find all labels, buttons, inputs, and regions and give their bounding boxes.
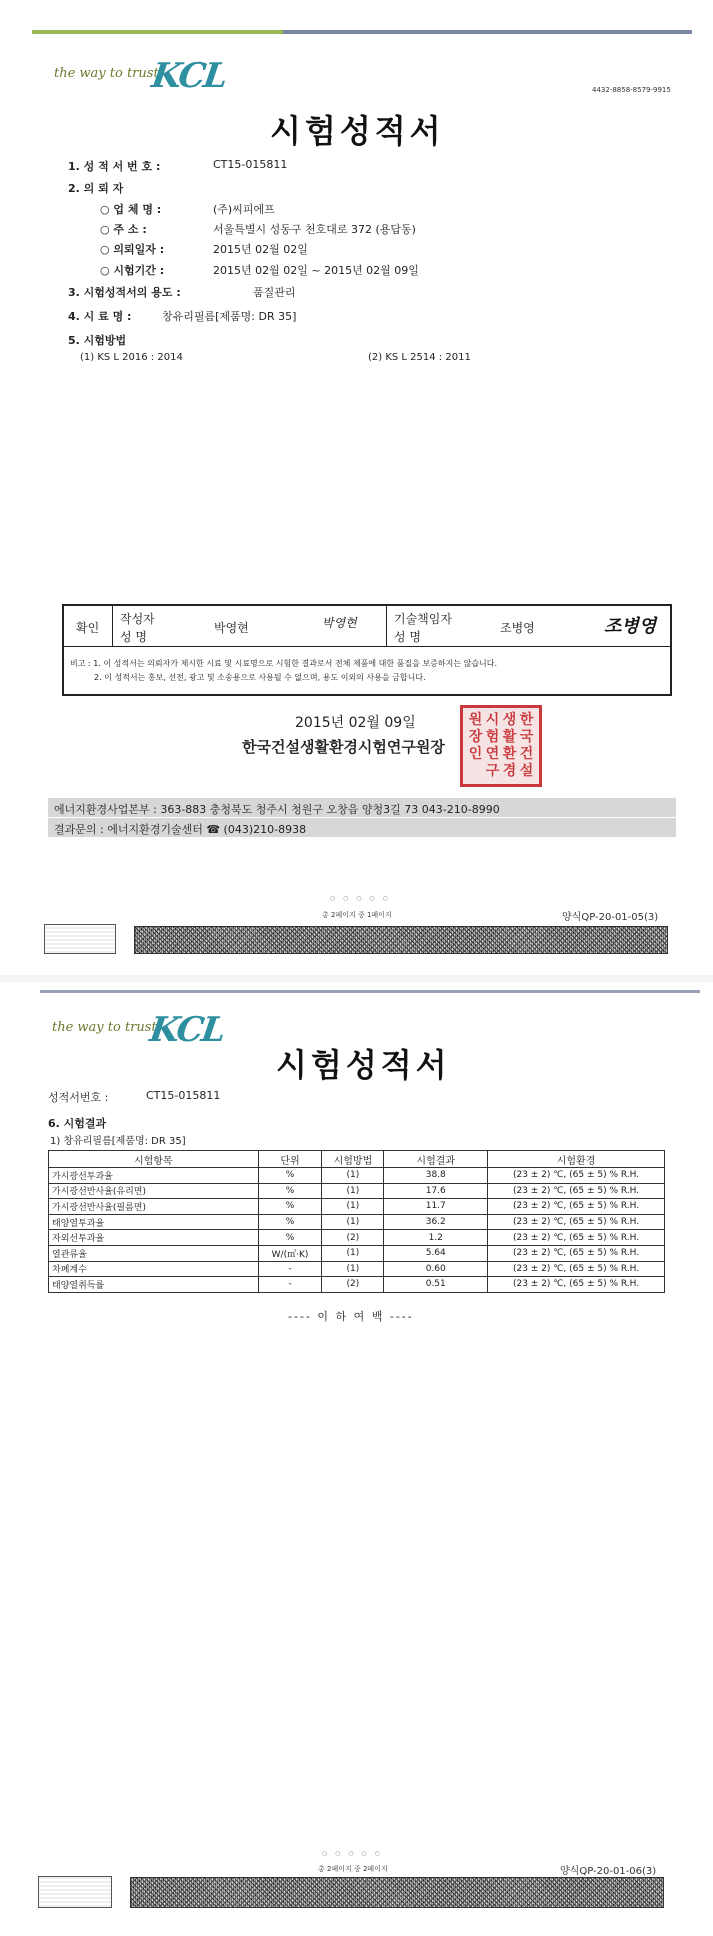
cell-method: (1) (322, 1168, 384, 1184)
seal-char: 건 (519, 746, 534, 762)
cell-result: 36.2 (384, 1214, 488, 1230)
cell-method: (1) (322, 1183, 384, 1199)
header-environment: 시험환경 (488, 1151, 665, 1168)
cell-unit: - (258, 1277, 322, 1293)
writer-role: 작성자 (120, 612, 155, 626)
cell-unit: % (258, 1183, 322, 1199)
kcl-logo: KCL (147, 1010, 227, 1050)
seal-characters (467, 712, 535, 780)
results-subsection: 1) 창유리필름[제품명: DR 35] (50, 1136, 186, 1147)
tech-signature: 조병영 (604, 616, 657, 637)
seal-char: 한 (519, 712, 534, 728)
cell-result: 17.6 (384, 1183, 488, 1199)
test-method-label: 5. 시험방법 (68, 334, 127, 347)
cell-method: (1) (322, 1261, 384, 1277)
page-title: 시험성적서 (270, 112, 445, 150)
results-table (48, 1150, 665, 1293)
cell-unit: % (258, 1199, 322, 1215)
results-section-title: 6. 시험결과 (48, 1117, 107, 1130)
cell-item: 열관류율 (49, 1245, 259, 1261)
cell-env: (23 ± 2) ℃, (65 ± 5) % R.H. (488, 1230, 665, 1246)
writer-signature: 박영현 (322, 616, 357, 630)
cell-unit: % (258, 1230, 322, 1246)
seal-char: 설 (519, 763, 534, 779)
kcl-tagline: the way to trust (52, 1020, 157, 1035)
seal-char: 인 (468, 746, 483, 762)
kcl-tagline: the way to trust (54, 66, 159, 81)
client-label: 2. 의 뢰 자 (68, 182, 124, 195)
table-row (49, 1183, 665, 1199)
test-method-2: (2) KS L 2514 : 2011 (368, 352, 471, 363)
seal-char: 국 (519, 729, 534, 745)
seal-char: 활 (502, 729, 517, 745)
address-label: ○ 주 소 : (100, 223, 147, 236)
cell-unit: % (258, 1168, 322, 1184)
cell-unit: W/(㎡·K) (258, 1245, 322, 1261)
request-date-value: 2015년 02월 02일 (213, 243, 308, 256)
table-header-row (49, 1151, 665, 1168)
cell-item: 가시광선투과율 (49, 1168, 259, 1184)
header-color-bar (32, 30, 692, 34)
tech-role: 기술책임자 (394, 612, 452, 626)
table-row (49, 1214, 665, 1230)
form-code: 양식QP-20-01-05(3) (562, 912, 659, 923)
cell-env: (23 ± 2) ℃, (65 ± 5) % R.H. (488, 1183, 665, 1199)
cell-result: 0.60 (384, 1261, 488, 1277)
cell-item: 가시광선반사율(필름면) (49, 1199, 259, 1215)
office-address-line: 에너지환경사업본부 : 363-883 충청북도 청주시 청원구 오창읍 양청3길 73 043-210-8990 (48, 798, 676, 817)
cell-env: (23 ± 2) ℃, (65 ± 5) % R.H. (488, 1245, 665, 1261)
form-code: 양식QP-20-01-06(3) (560, 1866, 657, 1877)
cell-result: 1.2 (384, 1230, 488, 1246)
institute-name: 한국건설생활환경시험연구원장 (242, 738, 445, 756)
cell-env: (23 ± 2) ℃, (65 ± 5) % R.H. (488, 1214, 665, 1230)
confirmation-row (64, 606, 670, 647)
seal-char: 원 (468, 712, 483, 728)
page-title: 시험성적서 (276, 1046, 451, 1084)
seal-char: 경 (502, 763, 517, 779)
end-of-results-mark: ---- 이 하 여 백 ---- (288, 1310, 414, 1323)
header-line (40, 990, 700, 993)
scan-dots: ○ ○ ○ ○ ○ (330, 895, 391, 902)
cell-result: 38.8 (384, 1168, 488, 1184)
writer-name: 박영현 (214, 621, 249, 635)
seal-char: 생 (502, 712, 517, 728)
barcode-label-box (44, 924, 116, 954)
header-method: 시험방법 (322, 1151, 384, 1168)
confirm-label: 확인 (76, 621, 100, 635)
purpose-label: 3. 시험성적서의 용도 : (68, 286, 181, 299)
seal-char: 구 (485, 763, 500, 779)
scan-dots: ○ ○ ○ ○ ○ (322, 1850, 383, 1857)
cell-method: (1) (322, 1214, 384, 1230)
cell-result: 0.51 (384, 1277, 488, 1293)
cell-method: (2) (322, 1230, 384, 1246)
cell-item: 차폐계수 (49, 1261, 259, 1277)
seal-char: 환 (502, 746, 517, 762)
writer-name-label: 성 명 (120, 630, 147, 644)
report-page-2 (0, 982, 713, 1936)
header-result: 시험결과 (384, 1151, 488, 1168)
company-value: (주)씨피에프 (213, 203, 275, 216)
security-barcode (134, 926, 668, 954)
cell-unit: % (258, 1214, 322, 1230)
table-row (49, 1245, 665, 1261)
cell-env: (23 ± 2) ℃, (65 ± 5) % R.H. (488, 1168, 665, 1184)
official-seal-stamp (460, 705, 542, 787)
note-line-1: 비고 : 1. 이 성적서는 의뢰자가 제시한 시료 및 시료명으로 시험한 결과로서 전체 제품에 대한 품질을 보증하지는 않습니다. (70, 659, 498, 668)
cell-method: (2) (322, 1277, 384, 1293)
header-test-item: 시험항목 (49, 1151, 259, 1168)
report-number-label: 성적서번호 : (48, 1091, 109, 1104)
tech-name: 조병영 (500, 621, 535, 635)
tech-name-label: 성 명 (394, 630, 421, 644)
cell-env: (23 ± 2) ℃, (65 ± 5) % R.H. (488, 1277, 665, 1293)
cell-method: (1) (322, 1245, 384, 1261)
note-line-2: 2. 이 성적서는 홍보, 선전, 광고 및 소송용으로 사용될 수 없으며, 용도 이외의 사용을 금합니다. (94, 673, 426, 682)
sample-label: 4. 시 료 명 : (68, 310, 132, 323)
report-number-label: 1. 성 적 서 번 호 : (68, 160, 161, 173)
document-serial: 4432-8858-8579-9915 (592, 86, 671, 94)
cell-item: 태양열취득률 (49, 1277, 259, 1293)
test-method-1: (1) KS L 2016 : 2014 (80, 352, 183, 363)
kcl-logo: KCL (149, 56, 229, 96)
page-separator (0, 975, 713, 982)
table-row (49, 1168, 665, 1184)
cell-method: (1) (322, 1199, 384, 1215)
cell-item: 태양열투과율 (49, 1214, 259, 1230)
barcode-label-box (38, 1876, 112, 1908)
report-number-value: CT15-015811 (213, 158, 288, 171)
seal-char: 장 (468, 729, 483, 745)
inquiry-line: 결과문의 : 에너지환경기술센터 ☎ (043)210-8938 (48, 818, 676, 837)
table-row (49, 1230, 665, 1246)
seal-char (467, 763, 484, 780)
cell-result: 11.7 (384, 1199, 488, 1215)
seal-char: 시 (485, 712, 500, 728)
request-date-label: ○ 의뢰일자 : (100, 243, 165, 256)
report-number-value: CT15-015811 (146, 1089, 221, 1102)
confirmation-box (62, 604, 672, 696)
seal-char: 험 (485, 729, 500, 745)
test-period-value: 2015년 02월 02일 ~ 2015년 02월 09일 (213, 264, 419, 277)
cell-result: 5.64 (384, 1245, 488, 1261)
cell-unit: - (258, 1261, 322, 1277)
cell-env: (23 ± 2) ℃, (65 ± 5) % R.H. (488, 1261, 665, 1277)
page-indicator: 총 2페이지 중 1페이지 (322, 911, 392, 919)
table-row (49, 1277, 665, 1293)
table-row (49, 1199, 665, 1215)
page-indicator: 총 2페이지 중 2페이지 (318, 1865, 388, 1873)
cell-item: 자외선투과율 (49, 1230, 259, 1246)
cell-item: 가시광선반사율(유리면) (49, 1183, 259, 1199)
cell-env: (23 ± 2) ℃, (65 ± 5) % R.H. (488, 1199, 665, 1215)
company-label: ○ 업 체 명 : (100, 203, 162, 216)
purpose-value: 품질관리 (253, 286, 296, 299)
sample-value: 창유리필름[제품명: DR 35] (162, 310, 297, 323)
test-period-label: ○ 시험기간 : (100, 264, 165, 277)
security-barcode (130, 1877, 664, 1908)
address-value: 서울특별시 성동구 천호대로 372 (용답동) (213, 223, 416, 236)
header-unit: 단위 (258, 1151, 322, 1168)
seal-char: 연 (485, 746, 500, 762)
issue-date: 2015년 02월 09일 (295, 715, 416, 731)
table-row (49, 1261, 665, 1277)
